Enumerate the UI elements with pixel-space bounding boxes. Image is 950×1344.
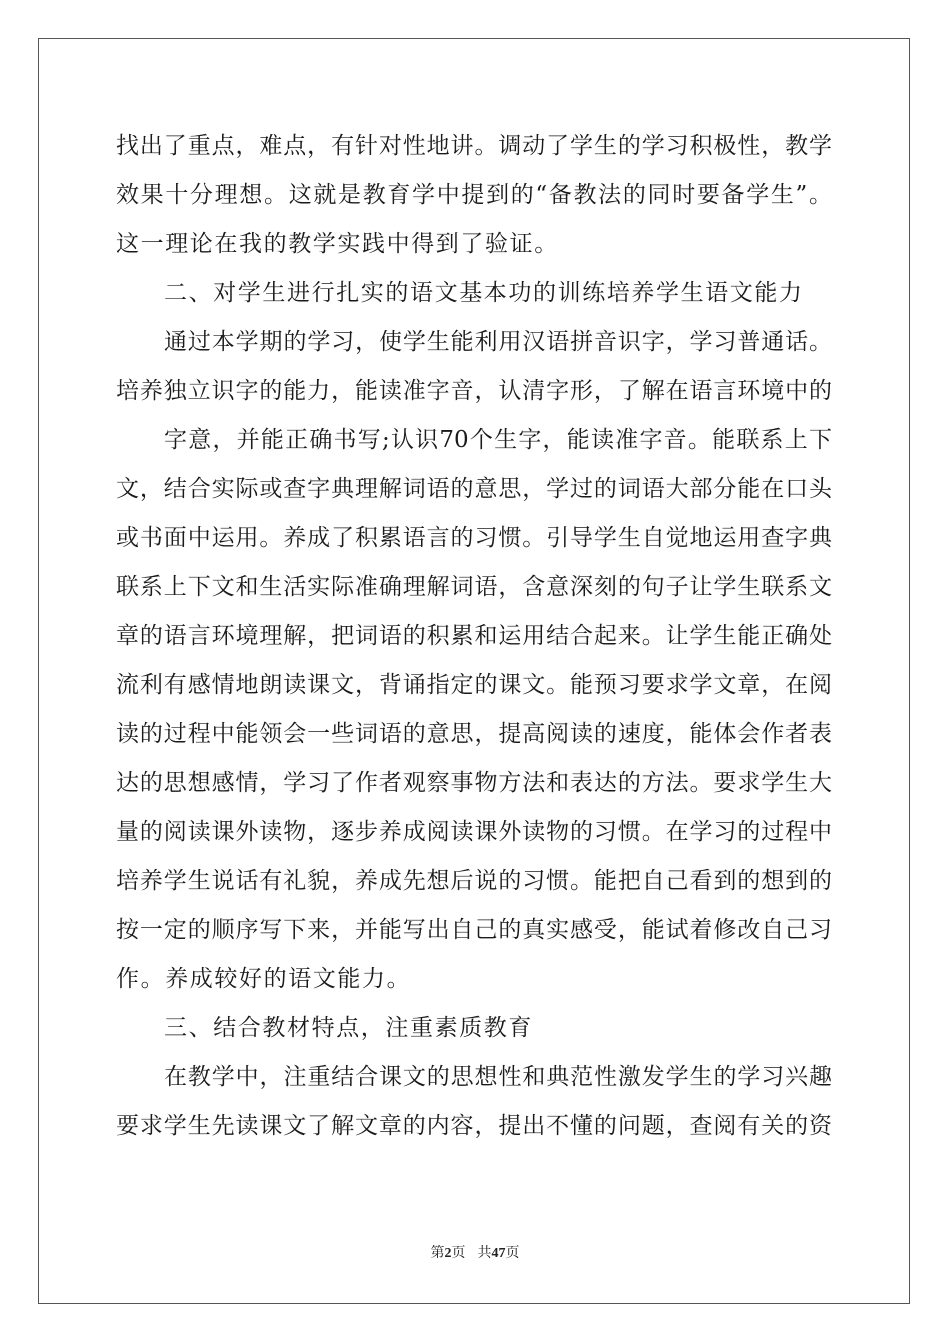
page-number: 2	[444, 1246, 452, 1261]
text-line: 培养独立识字的能力，能读准字音，认清字形，了解在语言环境中的	[116, 378, 832, 404]
text-line: 效果十分理想。这就是教育学中提到的“备教法的同时要备学生”。	[116, 182, 832, 208]
text-line: 达的思想感情，学习了作者观察事物方法和表达的方法。要求学生大	[116, 770, 832, 796]
text-line: 找出了重点，难点，有针对性地讲。调动了学生的学习积极性，教学	[116, 133, 832, 159]
text-line: 要求学生先读课文了解文章的内容，提出不懂的问题，查阅有关的资	[116, 1113, 832, 1139]
text-line: 文，结合实际或查字典理解词语的意思，学过的词语大部分能在口头	[116, 476, 832, 502]
page-suffix: 页	[451, 1246, 466, 1261]
section-heading: 三、结合教材特点，注重素质教育	[164, 1015, 533, 1041]
section-heading: 二、对学生进行扎实的语文基本功的训练培养学生语文能力	[164, 280, 804, 306]
text-line: 联系上下文和生活实际准确理解词语，含意深刻的句子让学生联系文	[116, 574, 832, 600]
text-line: 在教学中，注重结合课文的思想性和典范性激发学生的学习兴趣	[164, 1064, 832, 1090]
total-pages: 47	[491, 1246, 506, 1261]
text-line: 字意，并能正确书写;认识70个生字，能读准字音。能联系上下	[164, 427, 832, 453]
text-line: 按一定的顺序写下来，并能写出自己的真实感受，能试着修改自己习	[116, 917, 832, 943]
text-line: 流利有感情地朗读课文，背诵指定的课文。能预习要求学文章，在阅	[116, 672, 832, 698]
text-line: 作。养成较好的语文能力。	[116, 966, 412, 992]
text-line: 通过本学期的学习，使学生能利用汉语拼音识字，学习普通话。	[164, 329, 832, 355]
text-line: 章的语言环境理解，把词语的积累和运用结合起来。让学生能正确处	[116, 623, 832, 649]
page-footer	[0, 1244, 950, 1264]
text-line: 量的阅读课外读物，逐步养成阅读课外读物的习惯。在学习的过程中	[116, 819, 832, 845]
total-prefix: 共	[477, 1246, 492, 1261]
text-line: 培养学生说话有礼貌，养成先想后说的习惯。能把自己看到的想到的	[116, 868, 832, 894]
page-prefix: 第	[430, 1246, 445, 1261]
text-line: 这一理论在我的教学实践中得到了验证。	[116, 231, 559, 257]
total-suffix: 页	[505, 1246, 520, 1261]
text-line: 或书面中运用。养成了积累语言的习惯。引导学生自觉地运用查字典	[116, 525, 832, 551]
text-line: 读的过程中能领会一些词语的意思，提高阅读的速度，能体会作者表	[116, 721, 832, 747]
